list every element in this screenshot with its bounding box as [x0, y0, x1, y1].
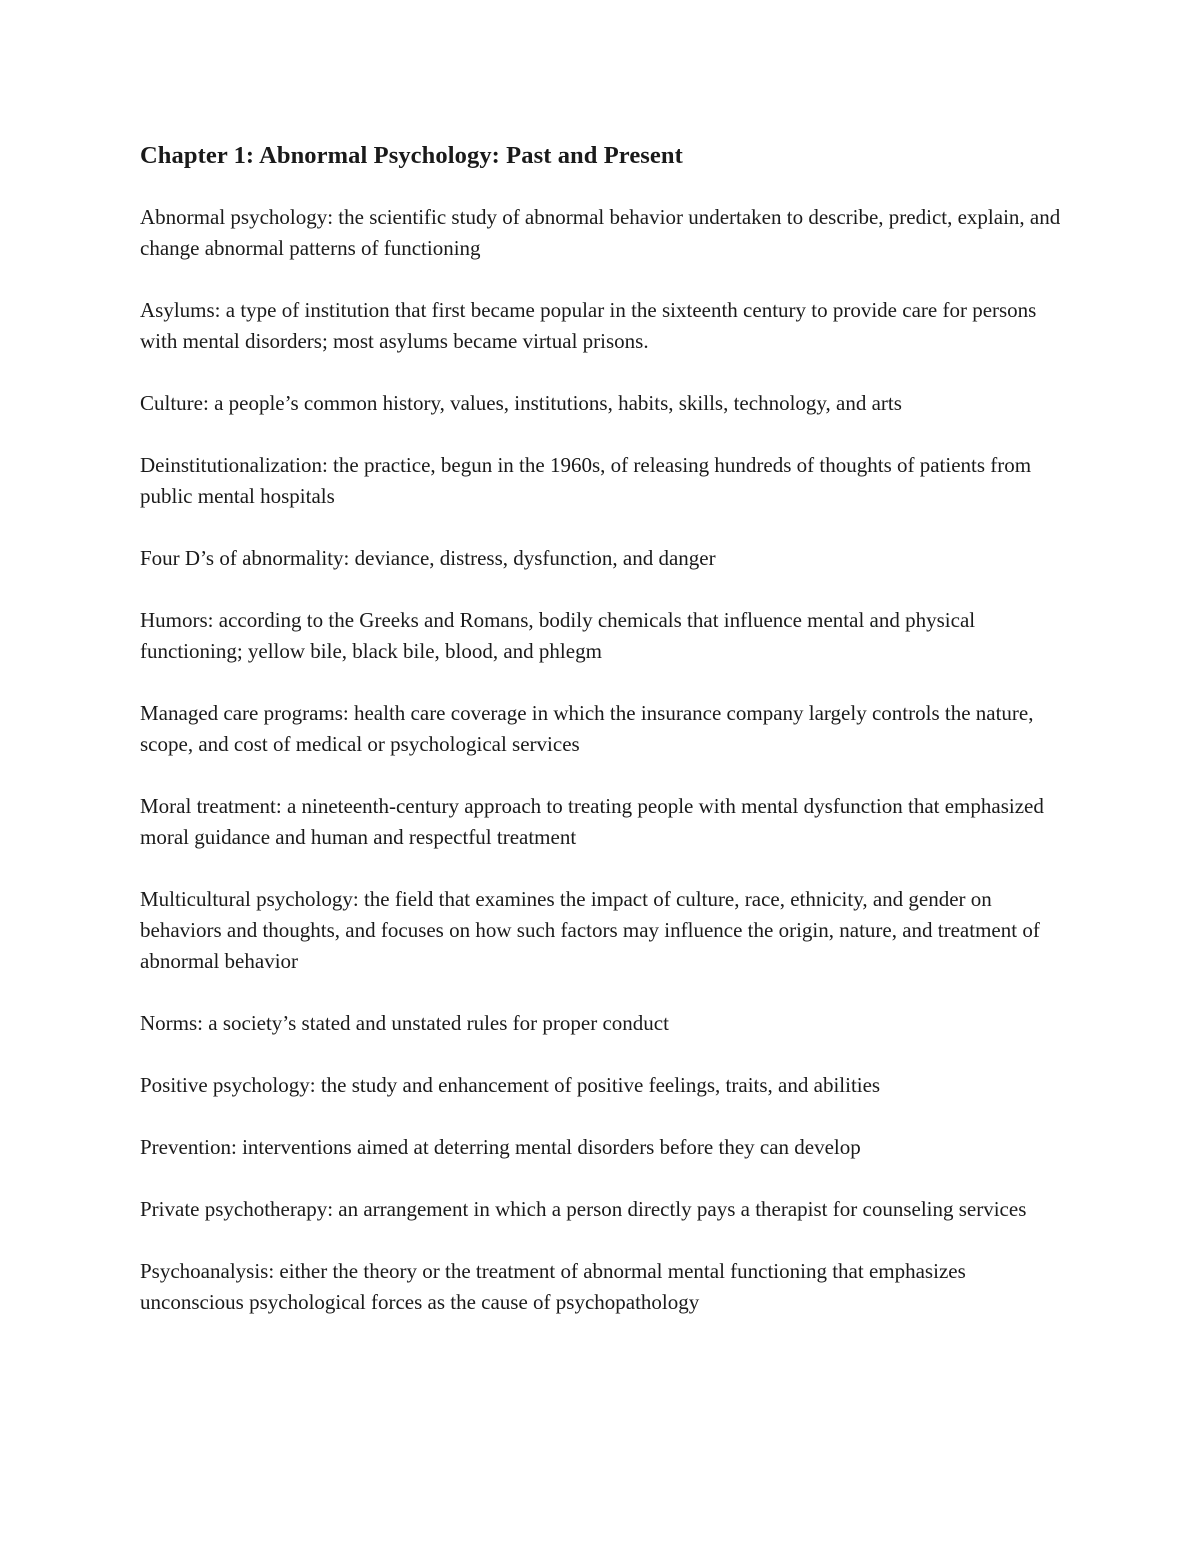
glossary-entry: Psychoanalysis: either the theory or the treatment of abnormal mental functioning that emphasizes unconscious psychological forces as the cause of psychopathology	[140, 1259, 966, 1314]
glossary-entry: Prevention: interventions aimed at deterring mental disorders before they can develop	[140, 1135, 861, 1159]
glossary-entry: Multicultural psychology: the field that examines the impact of culture, race, ethnicity, and gender on behaviors and thoughts, and focuses on how such factors may influence the origin, nature, and treatment of abnormal behavior	[140, 887, 1040, 973]
glossary-entry: Norms: a society’s stated and unstated rules for proper conduct	[140, 1011, 669, 1035]
glossary-entry: Asylums: a type of institution that first became popular in the sixteenth century to provide care for persons with mental disorders; most asylums became virtual prisons.	[140, 298, 1037, 353]
glossary-entry: Humors: according to the Greeks and Romans, bodily chemicals that influence mental and physical functioning; yellow bile, black bile, blood, and phlegm	[140, 608, 976, 663]
glossary-entry: Private psychotherapy: an arrangement in which a person directly pays a therapist for counseling services	[140, 1197, 1027, 1221]
glossary-entry: Deinstitutionalization: the practice, begun in the 1960s, of releasing hundreds of thoughts of patients from public mental hospitals	[140, 453, 1032, 508]
glossary-list	[140, 202, 1065, 1318]
glossary-entry: Culture: a people’s common history, values, institutions, habits, skills, technology, and arts	[140, 391, 902, 415]
glossary-entry: Positive psychology: the study and enhancement of positive feelings, traits, and abilities	[140, 1073, 881, 1097]
chapter-title: Chapter 1: Abnormal Psychology: Past and Present	[140, 142, 683, 169]
glossary-entry: Abnormal psychology: the scientific study of abnormal behavior undertaken to describe, predict, explain, and change abnormal patterns of functioning	[140, 205, 1061, 260]
glossary-entry: Moral treatment: a nineteenth-century approach to treating people with mental dysfunction that emphasized moral guidance and human and respectful treatment	[140, 794, 1044, 849]
glossary-entry: Managed care programs: health care coverage in which the insurance company largely controls the nature, scope, and cost of medical or psychological services	[140, 701, 1034, 756]
document-body	[140, 140, 1065, 1349]
glossary-entry: Four D’s of abnormality: deviance, distress, dysfunction, and danger	[140, 546, 716, 570]
